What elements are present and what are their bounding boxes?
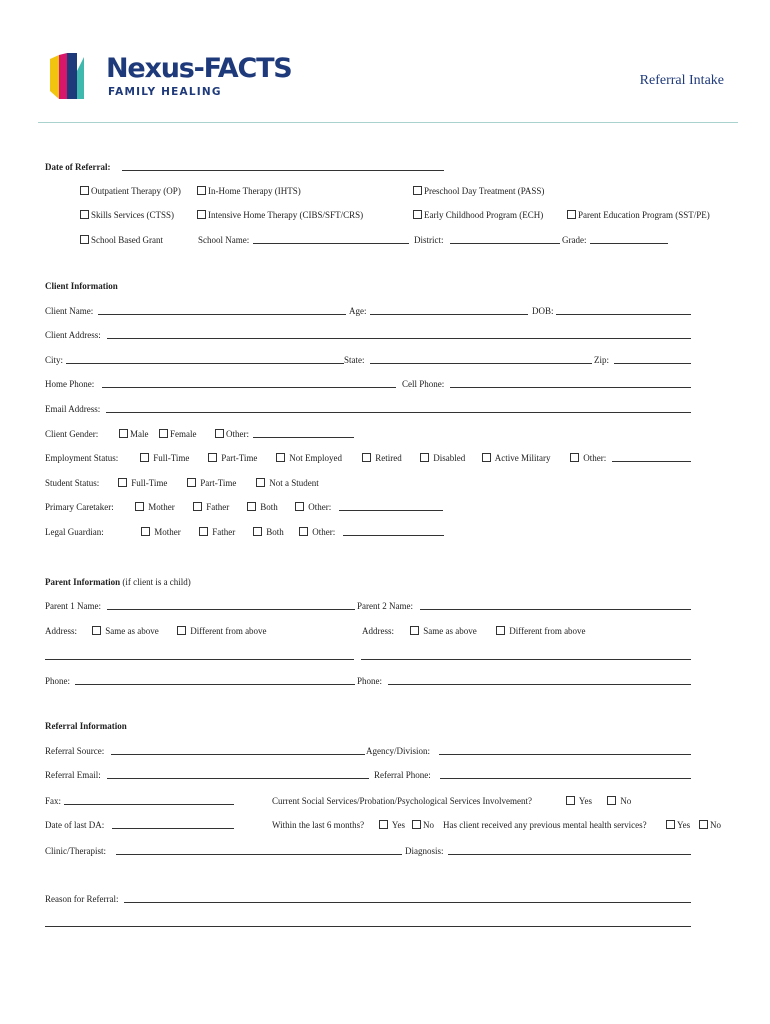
involvement-label: Current Social Services/Probation/Psychological Services Involvement?	[272, 796, 532, 806]
checkbox-icon[interactable]	[276, 453, 285, 462]
checkbox-icon[interactable]	[187, 478, 196, 487]
program-op-option[interactable]	[80, 186, 181, 197]
checkbox-icon[interactable]	[140, 453, 149, 462]
checkbox-icon[interactable]	[118, 478, 127, 487]
previous-mh-yes-option[interactable]	[666, 820, 690, 831]
state-field[interactable]	[370, 363, 592, 364]
page-title: Referral Intake	[639, 73, 724, 88]
checkbox-icon[interactable]	[570, 453, 579, 462]
date-of-referral-field[interactable]	[122, 170, 444, 171]
program-ctss-option[interactable]	[80, 210, 174, 221]
caretaker-label: Primary Caretaker:	[45, 502, 114, 512]
checkbox-icon[interactable]	[420, 453, 429, 462]
parent1-same-label: Same as above	[105, 626, 159, 636]
parent2-name-field[interactable]	[420, 609, 691, 610]
reason-label: Reason for Referral:	[45, 894, 119, 904]
parent-info-heading	[45, 577, 191, 588]
guardian-father-label: Father	[212, 527, 236, 537]
school-name-field[interactable]	[253, 243, 409, 244]
guardian-other-option[interactable]	[299, 527, 335, 538]
reason-field-line2[interactable]	[45, 926, 691, 927]
checkbox-icon[interactable]	[496, 626, 505, 635]
parent2-name-label: Parent 2 Name:	[357, 601, 413, 611]
grade-label: Grade:	[562, 235, 587, 245]
emp-retired-label: Retired	[375, 453, 402, 463]
checkbox-icon[interactable]	[666, 820, 675, 829]
district-field[interactable]	[450, 243, 560, 244]
referral-source-label: Referral Source:	[45, 746, 105, 756]
referral-info-heading: Referral Information	[45, 721, 127, 731]
home-phone-field[interactable]	[102, 387, 396, 388]
emp-other-option[interactable]	[570, 453, 606, 464]
guardian-label: Legal Guardian:	[45, 527, 104, 537]
header-divider	[38, 122, 738, 123]
emp-disabled-label: Disabled	[433, 453, 466, 463]
checkbox-icon[interactable]	[197, 186, 206, 195]
fax-field[interactable]	[64, 804, 234, 805]
emp-disabled-option[interactable]	[420, 453, 465, 464]
logo-wordmark: Nexus-FACTS	[106, 53, 292, 84]
city-label: City:	[45, 355, 64, 365]
parent1-same-option[interactable]	[92, 626, 159, 637]
within-6-months-label: Within the last 6 months?	[272, 820, 365, 830]
previous-mh-yes-label: Yes	[677, 820, 691, 830]
parent2-address-label: Address:	[362, 626, 394, 636]
previous-mh-label: Has client received any previous mental health services?	[443, 820, 647, 830]
program-ech-option[interactable]	[413, 210, 543, 221]
last-da-label: Date of last DA:	[45, 820, 105, 830]
parent1-name-label: Parent 1 Name:	[45, 601, 101, 611]
checkbox-icon[interactable]	[362, 453, 371, 462]
program-pass-option[interactable]	[413, 186, 544, 197]
stu-not-label: Not a Student	[269, 478, 319, 488]
guardian-both-option[interactable]	[253, 527, 284, 538]
state-label: State:	[344, 355, 365, 365]
school-name-label: School Name:	[198, 235, 250, 245]
clinic-therapist-field[interactable]	[116, 854, 402, 855]
referral-email-field[interactable]	[107, 778, 369, 779]
district-label: District:	[414, 235, 444, 245]
checkbox-icon[interactable]	[413, 186, 422, 195]
emp-not-label: Not Employed	[289, 453, 342, 463]
involvement-no-label: No	[620, 796, 632, 806]
program-cibs-option[interactable]	[197, 210, 363, 221]
involvement-yes-option[interactable]	[566, 796, 592, 807]
checkbox-icon[interactable]	[215, 429, 224, 438]
stu-parttime-label: Part-Time	[200, 478, 237, 488]
previous-mh-no-label: No	[710, 820, 721, 830]
guardian-father-option[interactable]	[199, 527, 235, 538]
employment-label: Employment Status:	[45, 453, 119, 463]
checkbox-icon[interactable]	[482, 453, 491, 462]
zip-field[interactable]	[614, 363, 691, 364]
referral-email-label: Referral Email:	[45, 770, 101, 780]
parent1-phone-label: Phone:	[45, 676, 71, 686]
checkbox-icon[interactable]	[412, 820, 421, 829]
checkbox-icon[interactable]	[295, 502, 304, 511]
stu-parttime-option[interactable]	[187, 478, 236, 489]
emp-fulltime-label: Full-Time	[153, 453, 190, 463]
parent1-name-field[interactable]	[107, 609, 355, 610]
caretaker-other-label: Other:	[308, 502, 332, 512]
checkbox-icon[interactable]	[413, 210, 422, 219]
gender-female-option[interactable]	[159, 429, 197, 440]
caretaker-mother-label: Mother	[148, 502, 175, 512]
gender-female-label: Female	[170, 429, 197, 439]
program-sst-label: Parent Education Program (SST/PE)	[578, 210, 710, 220]
emp-not-option[interactable]	[276, 453, 342, 464]
guardian-other-label: Other:	[312, 527, 336, 537]
gender-other-label: Other:	[226, 429, 249, 439]
checkbox-icon[interactable]	[379, 820, 388, 829]
involvement-yes-label: Yes	[578, 796, 593, 806]
checkbox-icon[interactable]	[159, 429, 168, 438]
checkbox-icon[interactable]	[699, 820, 708, 829]
logo-tagline: FAMILY HEALING	[108, 86, 222, 98]
date-of-referral-label: Date of Referral:	[45, 162, 111, 172]
parent2-address-field[interactable]	[361, 659, 691, 660]
checkbox-icon[interactable]	[199, 527, 208, 536]
logo-mark-icon	[50, 53, 100, 99]
emp-parttime-label: Part-Time	[221, 453, 258, 463]
program-cibs-label: Intensive Home Therapy (CIBS/SFT/CRS)	[208, 210, 364, 220]
checkbox-icon[interactable]	[92, 626, 101, 635]
student-label: Student Status:	[45, 478, 100, 488]
caretaker-both-option[interactable]	[247, 502, 278, 513]
caretaker-both-label: Both	[260, 502, 278, 512]
checkbox-icon[interactable]	[247, 502, 256, 511]
parent2-same-option[interactable]	[410, 626, 477, 637]
parent-info-note: (if client is a child)	[122, 577, 191, 587]
caretaker-other-field[interactable]	[339, 510, 443, 511]
parent2-phone-field[interactable]	[388, 684, 691, 685]
age-field[interactable]	[370, 314, 528, 315]
program-grant-option[interactable]	[80, 235, 163, 246]
email-field[interactable]	[106, 412, 691, 413]
checkbox-icon[interactable]	[80, 235, 89, 244]
emp-retired-option[interactable]	[362, 453, 402, 464]
agency-label: Agency/Division:	[366, 746, 430, 756]
email-label: Email Address:	[45, 404, 101, 414]
parent1-different-option[interactable]	[177, 626, 267, 637]
program-ihts-option[interactable]	[197, 186, 301, 197]
emp-other-label: Other:	[583, 453, 607, 463]
parent2-different-option[interactable]	[496, 626, 586, 637]
home-phone-label: Home Phone:	[45, 379, 95, 389]
last-da-field[interactable]	[112, 828, 234, 829]
program-ech-label: Early Childhood Program (ECH)	[424, 210, 544, 220]
guardian-mother-label: Mother	[154, 527, 181, 537]
stu-not-option[interactable]	[256, 478, 319, 489]
gender-label: Client Gender:	[45, 429, 99, 439]
checkbox-icon[interactable]	[135, 502, 144, 511]
program-pass-label: Preschool Day Treatment (PASS)	[424, 186, 545, 196]
checkbox-icon[interactable]	[253, 527, 262, 536]
parent2-different-label: Different from above	[509, 626, 586, 636]
client-address-field[interactable]	[107, 338, 691, 339]
parent1-address-field[interactable]	[45, 659, 354, 660]
fax-label: Fax:	[45, 796, 62, 806]
checkbox-icon[interactable]	[567, 210, 576, 219]
parent2-phone-label: Phone:	[357, 676, 383, 686]
referral-source-field[interactable]	[111, 754, 365, 755]
checkbox-icon[interactable]	[80, 186, 89, 195]
client-name-field[interactable]	[98, 314, 346, 315]
guardian-other-field[interactable]	[343, 535, 444, 536]
cell-phone-field[interactable]	[450, 387, 691, 388]
emp-military-option[interactable]	[482, 453, 551, 464]
parent1-address-label: Address:	[45, 626, 77, 636]
age-label: Age:	[349, 306, 367, 316]
previous-mh-no-option[interactable]	[699, 820, 721, 831]
client-address-label: Client Address:	[45, 330, 101, 340]
gender-other-field[interactable]	[253, 437, 354, 438]
city-field[interactable]	[66, 363, 344, 364]
guardian-mother-option[interactable]	[141, 527, 181, 538]
parent1-different-label: Different from above	[190, 626, 267, 636]
gender-male-option[interactable]	[119, 429, 149, 440]
checkbox-icon[interactable]	[607, 796, 616, 805]
checkbox-icon[interactable]	[299, 527, 308, 536]
caretaker-father-label: Father	[206, 502, 230, 512]
cell-phone-label: Cell Phone:	[402, 379, 445, 389]
parent2-same-label: Same as above	[423, 626, 477, 636]
program-grant-label: School Based Grant	[91, 235, 163, 245]
emp-fulltime-option[interactable]	[140, 453, 189, 464]
client-info-heading: Client Information	[45, 281, 118, 291]
program-ctss-label: Skills Services (CTSS)	[91, 210, 175, 220]
zip-label: Zip:	[594, 355, 609, 365]
within-yes-label: Yes	[391, 820, 406, 830]
diagnosis-field[interactable]	[448, 854, 691, 855]
referral-phone-label: Referral Phone:	[374, 770, 431, 780]
client-name-label: Client Name:	[45, 306, 94, 316]
program-ihts-label: In-Home Therapy (IHTS)	[208, 186, 301, 196]
emp-other-field[interactable]	[612, 461, 691, 462]
parent-info-title: Parent Information	[45, 577, 121, 587]
within-yes-option[interactable]	[379, 820, 405, 831]
gender-male-label: Male	[130, 429, 149, 439]
parent1-phone-field[interactable]	[75, 684, 355, 685]
caretaker-other-option[interactable]	[295, 502, 331, 513]
dob-field[interactable]	[556, 314, 691, 315]
stu-fulltime-label: Full-Time	[131, 478, 168, 488]
checkbox-icon[interactable]	[410, 626, 419, 635]
emp-parttime-option[interactable]	[208, 453, 257, 464]
agency-field[interactable]	[439, 754, 691, 755]
stu-fulltime-option[interactable]	[118, 478, 167, 489]
checkbox-icon[interactable]	[193, 502, 202, 511]
checkbox-icon[interactable]	[208, 453, 217, 462]
referral-phone-field[interactable]	[440, 778, 691, 779]
guardian-both-label: Both	[266, 527, 284, 537]
program-op-label: Outpatient Therapy (OP)	[91, 186, 181, 196]
diagnosis-label: Diagnosis:	[405, 846, 444, 856]
caretaker-father-option[interactable]	[193, 502, 229, 513]
within-no-label: No	[423, 820, 434, 830]
caretaker-mother-option[interactable]	[135, 502, 175, 513]
program-sst-option[interactable]	[567, 210, 710, 221]
reason-field-line1[interactable]	[124, 902, 691, 903]
clinic-therapist-label: Clinic/Therapist:	[45, 846, 106, 856]
gender-other-option[interactable]	[215, 429, 249, 440]
grade-field[interactable]	[590, 243, 668, 244]
checkbox-icon[interactable]	[256, 478, 265, 487]
involvement-no-option[interactable]	[607, 796, 631, 807]
checkbox-icon[interactable]	[197, 210, 206, 219]
checkbox-icon[interactable]	[177, 626, 186, 635]
dob-label: DOB:	[532, 306, 554, 316]
emp-military-label: Active Military	[494, 453, 551, 463]
checkbox-icon[interactable]	[141, 527, 150, 536]
checkbox-icon[interactable]	[566, 796, 575, 805]
checkbox-icon[interactable]	[80, 210, 89, 219]
within-no-option[interactable]	[412, 820, 434, 831]
checkbox-icon[interactable]	[119, 429, 128, 438]
